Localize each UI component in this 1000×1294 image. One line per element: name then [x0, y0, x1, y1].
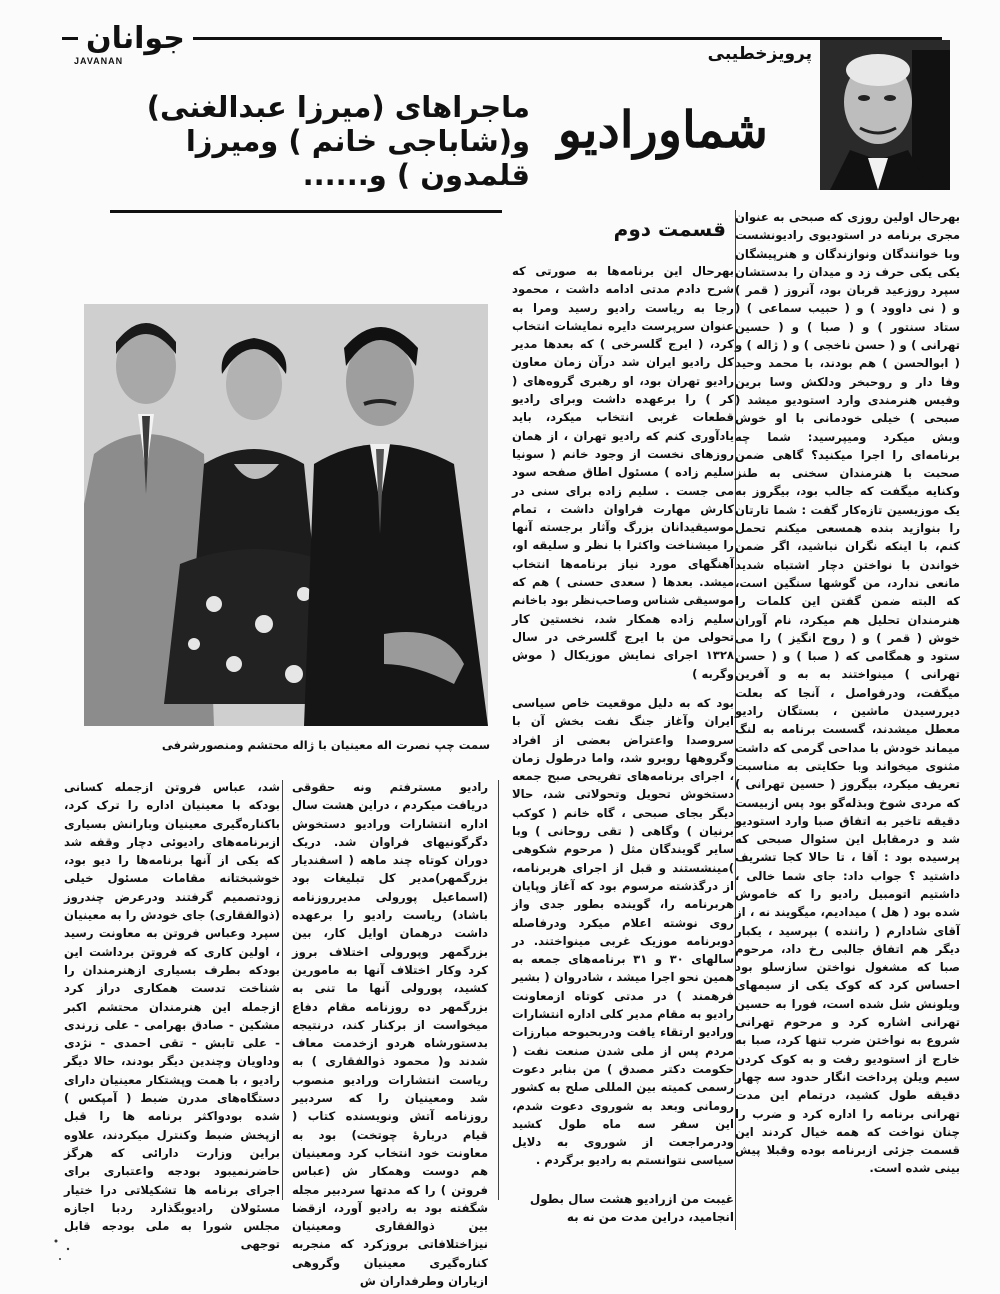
paragraph: بود که به دلیل موقعیت خاص سیاسی ایران وآغاز جنگ نفت بخش آن با سروصدا واعتراض بعضی از افراد وگروهها روبرو شد، واما درطول زمان ، اجرای برنامه‌های تفریحی صبح جمعه دستخوش تحویل وتحولاتی شد، حالا دیگر بجای صبحی ، گاه خانم ( کوکب برنیان ) وگاهی ( تقی روحانی ) وبا سایر گویندگان مثل ( مرحوم شکوهی )مینشستند و قبل از اجرای هربرنامه، از درگذشته مرسوم بود که آغاز وپایان هربرنامه را، گوینده بطور جدی واز روی نوشته اعلام میکرد ودرفاصله دوبرنامه موزیک غربی مینواختند. در سالهای ۳۰ و ۳۱ برنامه‌های جمعه به همین نحو اجرا میشد ، شادروان ( بشیر فرهمند ) در مدتی کوتاه ازمعاونت رادیو به مقام مدیر کلی اداره انتشارات ورادیو ارتقاء یافت ودربحبوحه مبارزات مردم پس از ملی شدن صنعت نفت ( حکومت دکتر مصدق ) من بنابر دعوت رسمی کمیته بین المللی صلح به کشور رومانی وبعد به شوروی دعوت شدم، این سفر سه ماه طول کشید ودرمراجعت از شوروی به دلایل سیاسی نتوانستم به رادیو برگردم . [512, 696, 735, 1168]
sub-headline: ماجراهای (میرزا عبدالغنی) و(شاباجی خانم ) ومیرزا قلمدون ) و...... [146, 90, 530, 192]
paragraph: بهرحال اولین روزی که صبحی به عنوان مجری برنامه در استودیوی رادیونشست وبا خوانندگان ونوازندگان و هنرپیشگان یکی یکی حرف زد و میدان را بدستشان سپرد روزعید قربان بود، آنروز ( قمر ) و ( نی داوود ) و ( حبیب سماعی ) ( ستاد سنتور ) و ( صبا ) و ( حسین تهرانی ) و ( حسن ناخجی ) و ( ژاله ) و ( ابوالحسن ) هم بودند، با محمد وحید وفا دار و روحبخر ودلکش وسا برین وفیس هنرمندی وارد استودیو میشد ( صبحی ) خیلی خودمانی با او خوش وبش میکرد ومیپرسید: شما چه برنامه‌ای را اجرا میکنید؟ گاهی ضمن صحبت با هنرمندان سخنی به طنز وکنایه میگفت که جالب بود، بیگروز به یک موزیسین تازه‌کار گفت : شما تارتان را بنوازید بنده همسعی میکنم تحمل کنم، با اینکه نگران نباشید، اگر ضمن خواندن با نواختن دچار اشتباه شدید مانعی ندارد، من گوشها سنگین است، که البته ضمن گفتن این کلمات را هنرمندان تحلیل هم میکرد، نام آوران خوش ( قمر ) و ( روح انگیز ) را می ستود و همگامی که ( صبا ) و ( حسن تهرانی ) مینواختند به به و آفرین میگفت، ودرفواصل ، آنجا که بعلت دیررسیدن ماشین ، بستگان رادیو معطل میشدند، گسست برنامه به لنگ میماند خودش با مداحی گرمی که داشت مثنوی میخواند وبا حکایتی به مناسبت تعریف میکرد، بیگروز ( حسین تهرانی ) که مردی شوخ وبذله‌گو بود پس ازبیست دقیقه تاخیر به اتفاق صبا وارد استودیو شد و درمقابل این سئوال صبحی که پرسیده بود : آقا ، تا حالا کجا تشریف داشتید ؟ جواب داد: جای شما خالی ، داشتیم اتومبیل رادیو را که خاموش شده بود ( هل ) میدادیم، میگویند نه ، از آقای شادارم ( راننده ) بپرسید ، یکبار دیگر هم اتفاق جالبی رخ داد، مرحوم صبا که مشغول نواختن سازسلو بود احساس کرد که کوک یکی از سیمهای ویلونش شل شده است، فورا به حسین تهرانی اشاره کرد و مرحوم تهرانی شروع به نواختن ضرب تنها کرد، صبا به خارج از استودیو رفت و به کوک کردن سیم ویلن پرداخت انگار حدود سه چهار دقیقه طول کشید، درتمام این مدت تهرانی برنامه را اداره کرد و ضرب را چنان نواخت که همه خیال کردند این قسمت جزئی ازبرنامه بوده وقبلا پیش بینی شده است. [735, 210, 960, 1176]
article-column-middle-bottom [512, 694, 734, 1184]
magazine-logo: جوانان [78, 22, 193, 56]
headline-rule [110, 210, 502, 213]
group-photo [84, 304, 488, 726]
magazine-logo-latin: JAVANAN [74, 56, 124, 66]
author-name: پرویزخطیبی [707, 44, 812, 64]
paragraph: شد، عباس فروتن ازجمله کسانی بودکه با معینیان اداره را ترک کرد، باکناره‌گیری معینیان وبارانش بسیاری ازبرنامه‌های رادیوئی دچار وقفه شد که یکی از آنها برنامه‌ها را دیو بود، خوشبختانه مقامات مسئول خیلی زودتصمیم گرفتند ودرعرض چندروز (ذوالفقاری) جای خودش را به معینیان سپرد وعباس فروتن به معاونت رسید ، اولین کاری که فروتن برداشت این بودکه بطرف بسیاری ازهنرمندان را شناخت تدست همکاری دراز کرد ازجمله این هنرمندان محتشم اکبر مشکین - صادق بهرامی - علی زرندی - علی تابش - تقی احمدی - نژدی وداویان وچندین دیگر بودند، حالا دیگر رادیو ، با همت وپشتکار معینیان دارای دستگاه‌های مدرن ضبط ( آمپکس ) شده بودواکثر برنامه ها را قبل ازپخش ضبط وکنترل میکردند، علاوه براین وزارت دارائی که هرگز حاضرنمیبود بودجه واعتباری برای اجرای برنامه ها تشکیلاتی درا ختیار مسئولان رادیوبگذارد ردبا اجازه مجلس شورا به ملی بودجه قابل توجهی [64, 780, 280, 1252]
article-column-middle-top [512, 262, 734, 692]
part-label: قسمت دوم [613, 217, 726, 241]
print-specks [48, 1235, 78, 1265]
article-continuation: غیبت من ازرادیو هشت سال بطول انجامید، دراین مدت من نه به [529, 1192, 734, 1224]
article-column-left-middle [292, 778, 488, 1289]
author-portrait [820, 40, 950, 190]
column-divider [498, 780, 499, 1200]
photo-caption: سمت چپ نصرت اله معینیان با ژاله محتشم ومنصورشرفی [161, 738, 490, 752]
paragraph: بهرحال این برنامه‌ها به صورتی که شرح دادم مدتی ادامه داشت ، محمود رجا به ریاست رادیو رسید ومرا به عنوان سرپرست دایره نمایشات انتخاب کرد، ( ایرج گلسرخی ) که بعدها مدیر کل رادیو ایران شد درآن زمان معاون رادیو تهران بود، او رهبری گروه‌های ( کر ) را برعهده داشت وبرای رادیو قطعات غربی انتخاب میکرد، باید یادآوری کنم که رادیو تهران ، از همان روزهای نخست از وجود خانم ( سونیا سلیم زاده ) مسئول اطاق صفحه سود می جست . سلیم زاده برای سنی در کارش مهارت فراوان داشت ، تمام موسیقیدانان بزرگ وآثار برجسته آنها را میشناخت واکثرا با نظر و سلیقه او، آهنگهای مورد نیاز برنامه‌ها انتخاب میشد. بعدها ( سعدی حسنی ) هم که موسیقی شناس وصاحب‌نظر بود باخانم سلیم زاده همکار شد، نخستین کار تحولی من با ایرج گلسرخی در سال ۱۳۲۸ اجرای نمایش موزیکال ( موش وگربه ) [512, 264, 734, 681]
column-divider [282, 780, 283, 1200]
article-column-left-outer [64, 778, 280, 1252]
headline: شماورادیو [557, 100, 768, 159]
masthead-rule [62, 37, 942, 40]
article-column-right [735, 208, 960, 1208]
paragraph: رادیو مسترفتم ونه حقوقی دریافت میکردم ، دراین هشت سال اداره انتشارات ورادیو دستخوش دگرگونیهای فراوان شد. دریک دوران کوتاه چند ماهه ( اسفندیار بزرگمهر)مدیر کل تبلیغات بود (اسماعیل پورولی مدیرروزنامه باشاد) ریاست رادیو را برعهده داشت درهمان اوایل کار، بین بزرگمهر وپورولی اختلاف بروز کرد وکار اختلاف آنها به مامورین کشید، پورولی آنها ما تنی به بزرگمهر ده روزنامه مقام دفاع میخواست از برکنار کند، درنتیجه بدستورشاه هردو ازخدمت معاف شدند و( محمود ذوالفقاری ) به ریاست انتشارات ورادیو منصوب شد ومعینیان را که سردبیر روزنامه آتش ونویسنده کتاب ( قیام دربارهٔ چوتخت) بود به معاونت خود انتخاب کرد ومعینیان هم دوست وهمکار ش (عباس فروتن ) را که مدتها سردبیر مجله شگفته بود به رادیو آورد، ازقضا بین ذوالفقاری ومعینیان نیزاختلافاتی بروزکرد که منجربه کناره‌گیری معینیان وگروهی ازیاران وطرفداران ش [292, 780, 488, 1289]
